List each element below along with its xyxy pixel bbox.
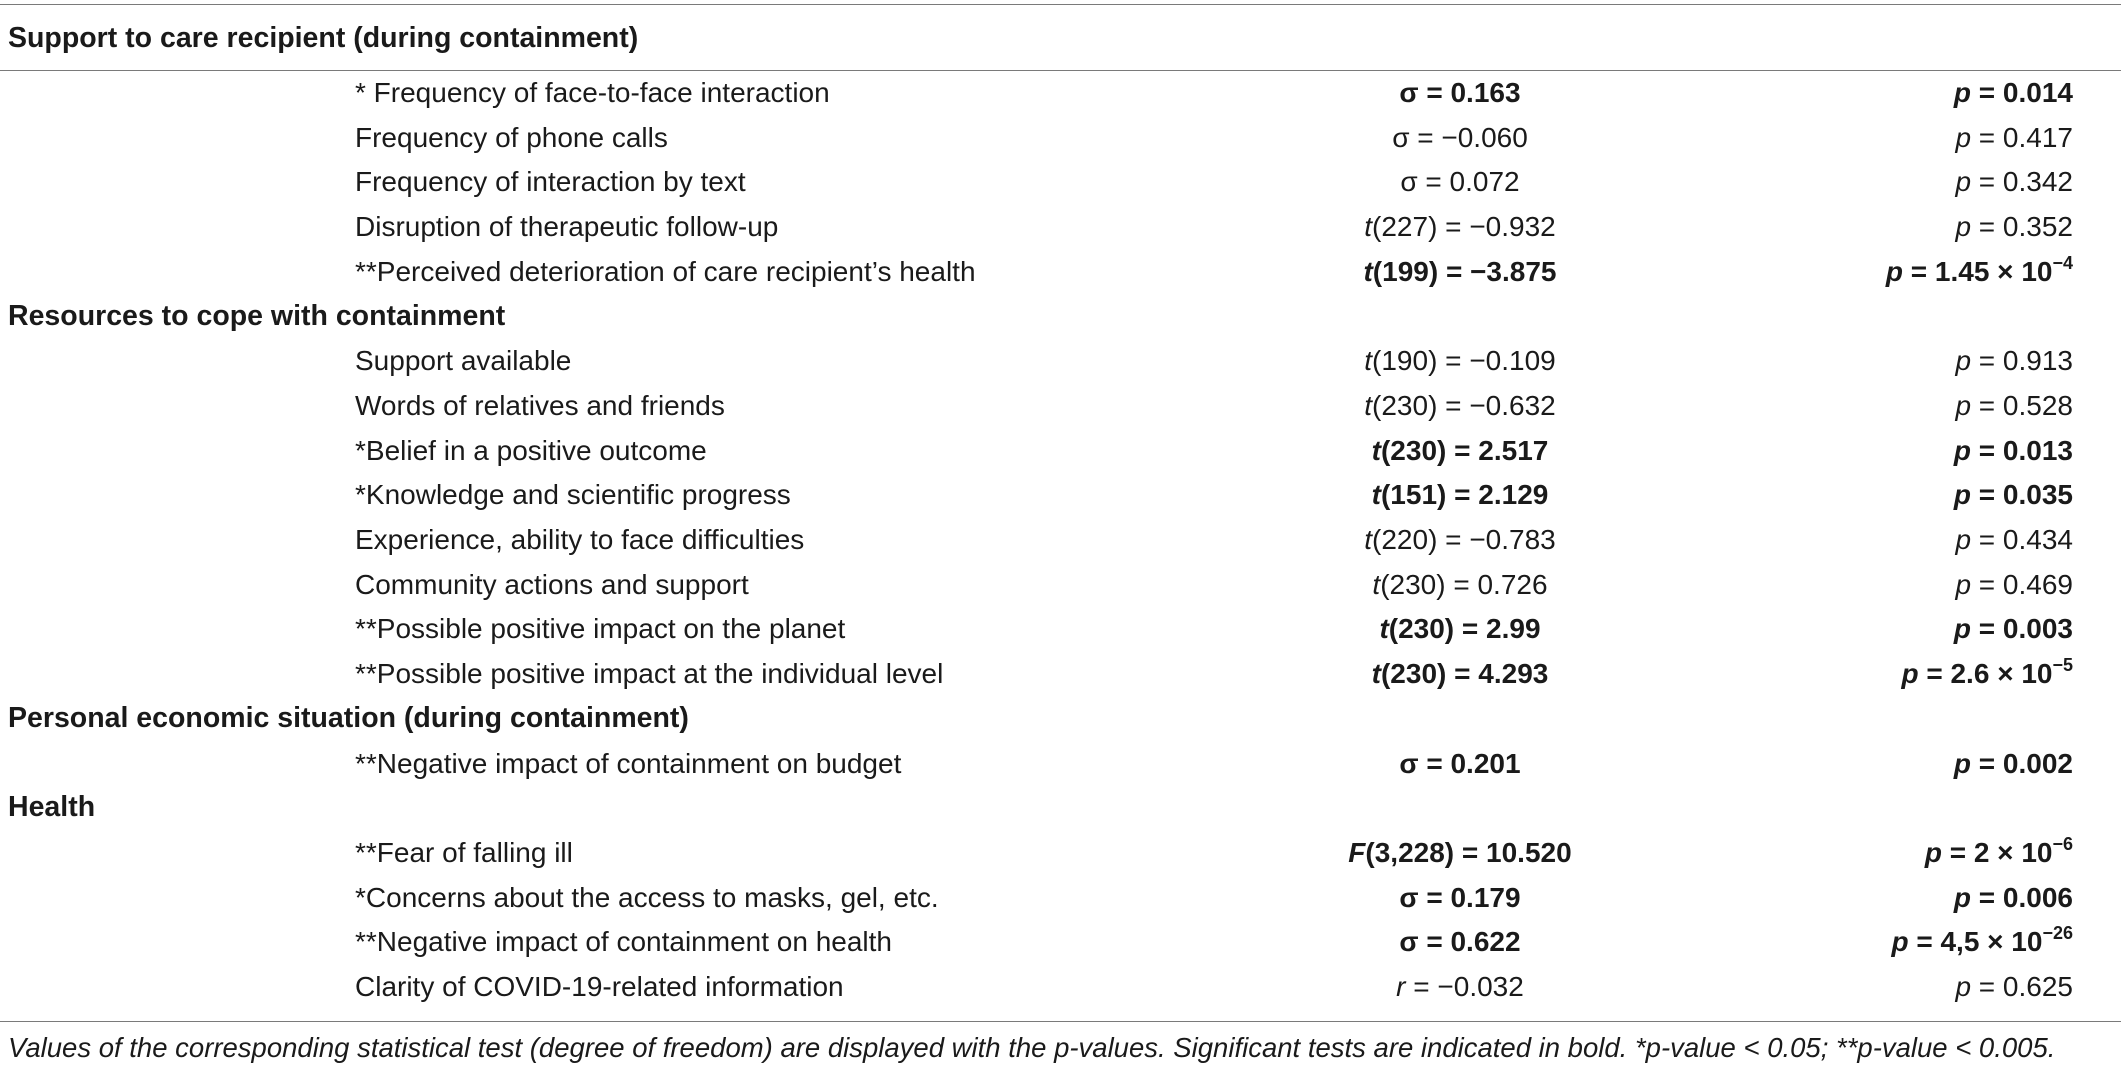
table-row: [0, 562, 2121, 607]
p-value: [1891, 919, 2073, 968]
section-title: Personal economic situation (during containment): [8, 701, 689, 734]
p-symbol: p: [1955, 524, 1972, 555]
p-value-text: p = 0.342: [1955, 166, 2073, 198]
statistic-value: = −0.032: [1405, 971, 1524, 1002]
top-rule: [0, 4, 2121, 5]
row-label: Clarity of COVID-19-related information: [355, 971, 844, 1002]
row-label: Community actions and support: [355, 568, 749, 600]
row-label: Words of relatives and friends: [355, 389, 725, 421]
degrees-of-freedom: (230): [1380, 434, 1447, 466]
statistic-value: = 0.622: [1418, 926, 1521, 958]
bottom-rule: [0, 1021, 2121, 1022]
test-statistic: [1280, 472, 1640, 517]
section-header: [0, 785, 2121, 830]
statistic-value: = 2.99: [1454, 613, 1541, 645]
statistic-value: = 0.072: [1417, 166, 1520, 198]
p-value-text: p = 0.006: [1953, 881, 2073, 913]
degrees-of-freedom: (230): [1380, 658, 1447, 690]
statistic-symbol: σ: [1399, 77, 1419, 108]
row-label: **Possible positive impact on the planet: [355, 613, 846, 645]
statistic-value: = 2.129: [1446, 479, 1549, 511]
table-row: [0, 115, 2121, 160]
p-value-text: p = 0.625: [1955, 971, 2073, 1002]
row-label: Experience, ability to face difficulties: [355, 524, 805, 555]
row-label: Support available: [355, 345, 572, 377]
p-value: [1901, 651, 2073, 700]
p-value-text: p = 1.45 × 10: [1885, 255, 2053, 287]
statistic-symbol: t: [1363, 255, 1373, 287]
p-value-text: p = 0.469: [1955, 568, 2073, 600]
test-statistic: [1280, 741, 1640, 786]
p-value-text: p = 0.417: [1955, 121, 2073, 153]
statistic-symbol: t: [1364, 524, 1373, 555]
p-value-text: p = 0.013: [1953, 434, 2073, 466]
table-row: [0, 517, 2121, 562]
p-symbol: p: [1953, 747, 1972, 779]
p-value-text: p = 4,5 × 10: [1891, 926, 2043, 958]
degrees-of-freedom: (220): [1372, 524, 1438, 555]
p-value: [1955, 115, 2073, 160]
row-label: Frequency of interaction by text: [355, 166, 746, 198]
p-symbol: p: [1891, 926, 1909, 958]
test-statistic: [1280, 338, 1640, 383]
test-statistic: [1280, 115, 1640, 160]
degrees-of-freedom: (230): [1380, 568, 1446, 600]
p-value-text: p = 0.434: [1955, 524, 2073, 555]
row-label: Frequency of phone calls: [355, 121, 668, 153]
table-row: [0, 383, 2121, 428]
p-value: [1955, 964, 2073, 1009]
p-value-text: p = 0.003: [1953, 613, 2073, 645]
statistic-value: = −0.932: [1437, 211, 1556, 243]
section-title: Resources to cope with containment: [8, 299, 506, 332]
p-value: [1955, 338, 2073, 383]
p-value: [1955, 159, 2073, 204]
p-symbol: p: [1924, 836, 1942, 868]
table-row: [0, 875, 2121, 920]
statistic-value: = 10.520: [1454, 836, 1572, 868]
p-value-exponent: −5: [2052, 655, 2073, 676]
statistic-symbol: t: [1372, 568, 1381, 600]
p-value-text: p = 2 × 10: [1924, 836, 2053, 868]
statistic-value: = −0.060: [1409, 121, 1528, 153]
table-row: [0, 159, 2121, 204]
table-row: [0, 204, 2121, 249]
statistic-symbol: t: [1364, 389, 1373, 421]
p-value-exponent: −6: [2052, 833, 2073, 854]
statistic-symbol: F: [1348, 836, 1366, 868]
p-symbol: p: [1955, 389, 1972, 421]
p-symbol: p: [1955, 166, 1972, 198]
p-symbol: p: [1955, 121, 1972, 153]
p-value: [1955, 517, 2073, 562]
table-row: [0, 741, 2121, 786]
statistic-symbol: σ: [1392, 121, 1410, 153]
test-statistic: [1280, 428, 1640, 473]
statistic-value: = 0.163: [1418, 77, 1521, 108]
row-label: **Fear of falling ill: [355, 836, 573, 868]
p-value-text: p = 0.528: [1955, 389, 2073, 421]
test-statistic: [1280, 606, 1640, 651]
row-label: *Concerns about the access to masks, gel, etc.: [355, 881, 939, 913]
p-symbol: p: [1955, 971, 1972, 1002]
p-value-exponent: −26: [2042, 923, 2073, 944]
row-label: **Possible positive impact at the individual level: [355, 658, 944, 690]
p-symbol: p: [1953, 77, 1972, 108]
table-row: [0, 249, 2121, 294]
degrees-of-freedom: (190): [1372, 345, 1438, 377]
p-value-exponent: −4: [2052, 252, 2073, 273]
statistic-value: = −0.632: [1437, 389, 1556, 421]
degrees-of-freedom: (230): [1372, 389, 1438, 421]
test-statistic: [1280, 875, 1640, 920]
statistic-value: = −0.109: [1437, 345, 1556, 377]
table-row: [0, 919, 2121, 964]
test-statistic: [1280, 204, 1640, 249]
table-footnote: Values of the corresponding statistical test (degree of freedom) are displayed with the p-values. Significant tests are indicated in bold. *p-value < 0.05; **p-value < 0.005.: [8, 1032, 2056, 1063]
table-row: [0, 70, 2121, 115]
section-title: Support to care recipient (during containment): [8, 22, 639, 54]
table-row: [0, 472, 2121, 517]
section-header: [0, 16, 2121, 61]
p-symbol: p: [1955, 211, 1972, 243]
statistic-symbol: t: [1371, 479, 1381, 511]
p-value: [1954, 606, 2073, 651]
row-label: *Belief in a positive outcome: [355, 434, 707, 466]
degrees-of-freedom: (199): [1372, 255, 1439, 287]
statistic-symbol: r: [1396, 971, 1406, 1002]
statistic-symbol: t: [1364, 211, 1373, 243]
table-row: [0, 428, 2121, 473]
p-symbol: p: [1953, 434, 1972, 466]
statistic-value: = 0.726: [1445, 568, 1548, 600]
p-value: [1955, 383, 2073, 428]
statistic-symbol: σ: [1399, 926, 1419, 958]
statistic-value: = 0.179: [1418, 881, 1521, 913]
p-symbol: p: [1955, 568, 1972, 600]
table-row: [0, 964, 2121, 1009]
test-statistic: [1280, 562, 1640, 607]
statistic-value: = 0.201: [1418, 747, 1521, 779]
p-symbol: p: [1901, 658, 1919, 690]
section-header: [0, 294, 2121, 339]
p-value: [1886, 249, 2073, 298]
table-row: [0, 651, 2121, 696]
degrees-of-freedom: (3,228): [1365, 836, 1455, 868]
p-value-text: p = 0.002: [1953, 747, 2073, 779]
statistic-symbol: σ: [1399, 747, 1419, 779]
section-title: Health: [8, 791, 96, 824]
test-statistic: [1280, 651, 1640, 696]
row-label: **Perceived deterioration of care recipient’s health: [355, 255, 976, 287]
section-header: [0, 696, 2121, 741]
table-row: [0, 606, 2121, 651]
statistic-value: = −0.783: [1437, 524, 1556, 555]
test-statistic: [1280, 383, 1640, 428]
row-label: *Knowledge and scientific progress: [355, 479, 791, 511]
p-value: [1955, 204, 2073, 249]
p-value-text: p = 0.352: [1955, 211, 2073, 243]
p-value: [1954, 70, 2073, 115]
statistic-symbol: t: [1371, 434, 1381, 466]
test-statistic: [1280, 964, 1640, 1009]
statistic-symbol: σ: [1399, 881, 1419, 913]
row-label: **Negative impact of containment on budget: [355, 747, 902, 779]
p-value: [1954, 428, 2073, 473]
p-value: [1925, 830, 2073, 879]
p-value-text: p = 0.035: [1953, 479, 2073, 511]
p-symbol: p: [1953, 881, 1972, 913]
p-value-text: p = 0.014: [1953, 77, 2073, 108]
statistic-symbol: t: [1371, 658, 1381, 690]
test-statistic: [1280, 919, 1640, 964]
row-label: **Negative impact of containment on health: [355, 926, 892, 958]
statistic-value: = 2.517: [1446, 434, 1549, 466]
degrees-of-freedom: (151): [1380, 479, 1447, 511]
statistic-symbol: t: [1364, 345, 1373, 377]
test-statistic: [1280, 249, 1640, 294]
p-symbol: p: [1955, 345, 1972, 377]
statistic-value: = −3.875: [1438, 255, 1557, 287]
p-value: [1955, 562, 2073, 607]
test-statistic: [1280, 70, 1640, 115]
p-value: [1954, 875, 2073, 920]
p-symbol: p: [1953, 479, 1972, 511]
p-value-text: p = 2.6 × 10: [1901, 658, 2053, 690]
row-label: * Frequency of face-to-face interaction: [355, 77, 830, 108]
p-value-text: p = 0.913: [1955, 345, 2073, 377]
p-symbol: p: [1953, 613, 1972, 645]
statistic-value: = 4.293: [1446, 658, 1549, 690]
test-statistic: [1280, 830, 1640, 875]
test-statistic: [1280, 517, 1640, 562]
p-value: [1954, 472, 2073, 517]
degrees-of-freedom: (230): [1388, 613, 1455, 645]
p-value: [1954, 741, 2073, 786]
statistic-symbol: t: [1379, 613, 1389, 645]
table-row: [0, 338, 2121, 383]
test-statistic: [1280, 159, 1640, 204]
row-label: Disruption of therapeutic follow-up: [355, 211, 779, 243]
degrees-of-freedom: (227): [1372, 211, 1438, 243]
p-symbol: p: [1885, 255, 1903, 287]
table-row: [0, 830, 2121, 875]
statistic-symbol: σ: [1400, 166, 1418, 198]
